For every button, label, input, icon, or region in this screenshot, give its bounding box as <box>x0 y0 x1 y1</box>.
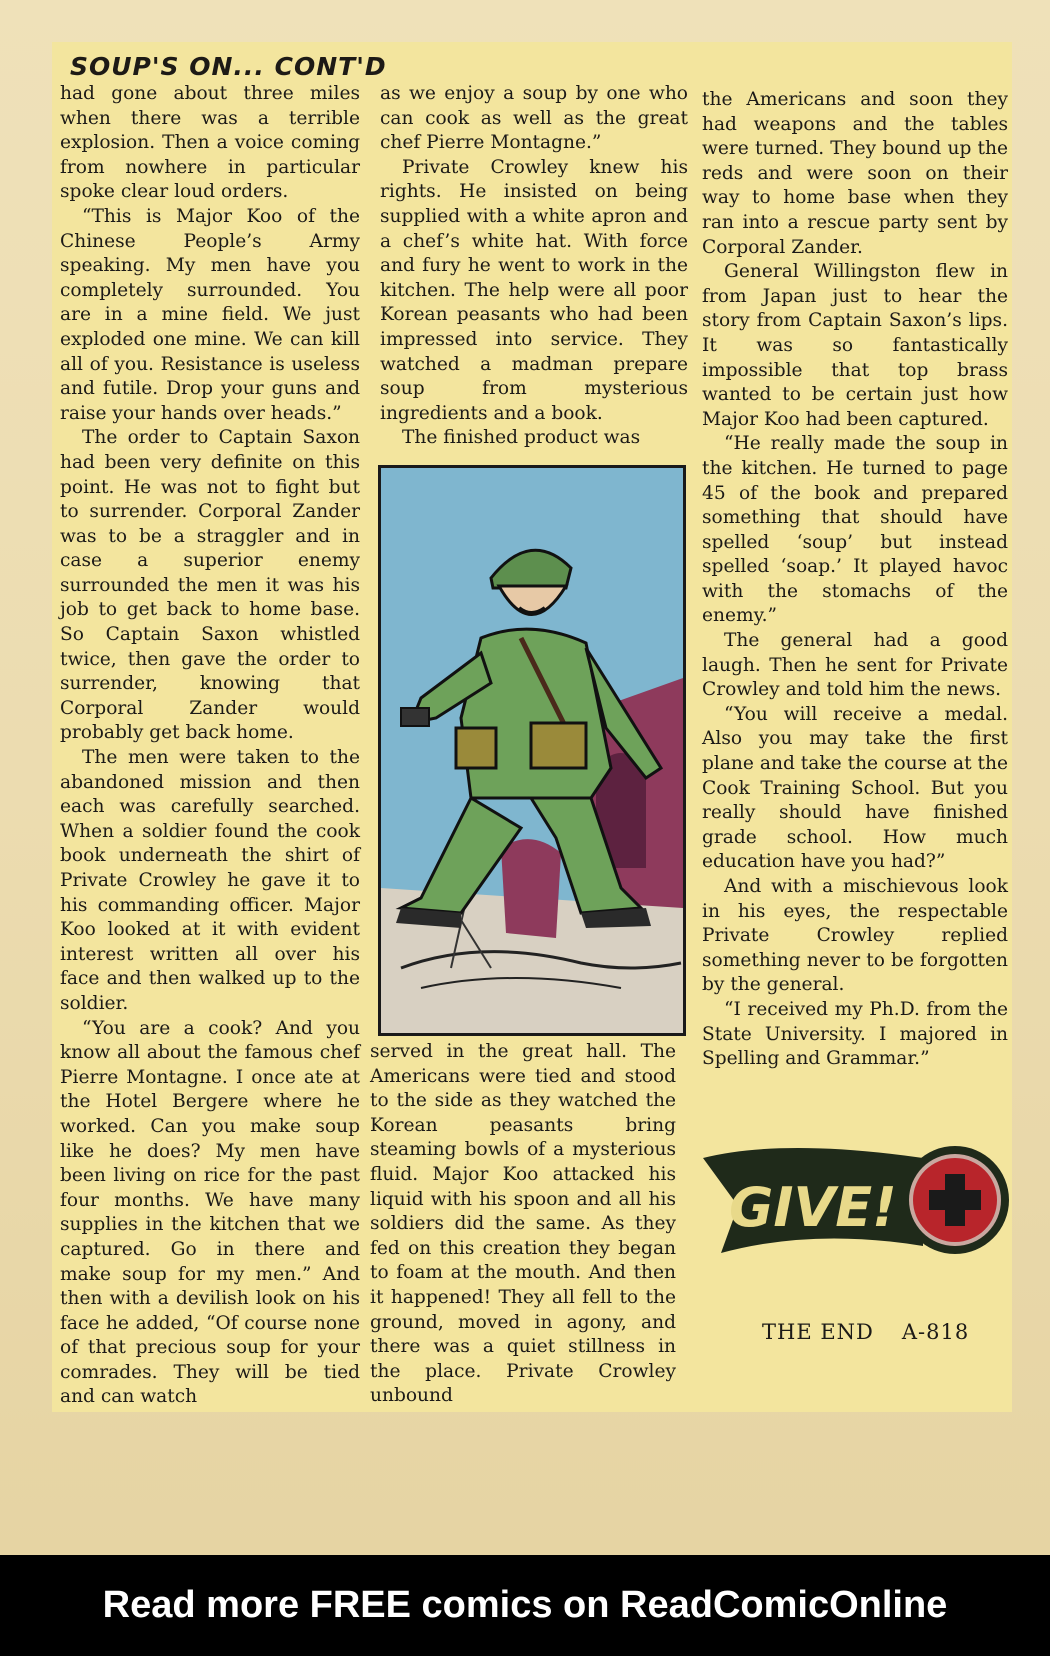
paragraph: The general had a good laugh. Then he sent for Private Crowley and told him the news. <box>702 630 1008 701</box>
paragraph: The finished product was <box>402 427 641 449</box>
paragraph: The men were taken to the abandoned mission and then each was carefully searched. When a soldier found the cook book underneath the shirt of Private Crowley he gave it to his commanding officer. Major Koo looked at it with evident interest written all over his face and then walked up to the soldier. <box>60 747 360 1014</box>
text-column-1 <box>60 82 360 1410</box>
paragraph: “I received my Ph.D. from the State University. I majored in Spelling and Grammar.” <box>702 998 1008 1070</box>
soldier-illustration <box>378 465 686 1036</box>
paragraph: the Americans and soon they had weapons and the tables were turned. They bound up the reds and were soon on their way to home base when they ran into a rescue party sent by Corporal Zander. <box>702 89 1008 258</box>
paragraph: The order to Captain Saxon had been very definite on this point. He was not to fight but to surrender. Corporal Zander was to be a straggler and in case a superior enemy surrounded the men it was his job to get back to home base. So Captain Saxon whistled twice, then gave the order to surrender, knowing that Corporal Zander would probably get back home. <box>60 427 360 744</box>
paragraph: served in the great hall. The Americans were tied and stood to the side as they watched the Korean peasants bring steaming bowls of a mysterious fluid. Major Koo attacked his liquid with his spoon and all his soldiers did the same. As they fed on this creation they began to foam at the mouth. And then it happened! They all fell to the ground, moved in agony, and there was a quiet stillness in the place. Private Crowley unbound <box>370 1041 676 1407</box>
text-column-2-top <box>380 82 688 451</box>
paragraph: “This is Major Koo of the Chinese People’s Army speaking. My men have you completely surrounded. You are in a mine field. We just exploded one mine. We can kill all of you. Resistance is useless and futile. Drop your guns and raise your hands over heads.” <box>60 205 360 424</box>
end-credits <box>762 1320 997 1344</box>
paragraph: “He really made the soup in the kitchen. He turned to page 45 of the book and prepared something that should have spelled ‘soup’ but instead spelled ‘soap.’ It played havoc with the stomachs of the enemy.” <box>702 433 1008 627</box>
paragraph: had gone about three miles when there was a terrible explosion. Then a voice coming from nowhere in particular spoke clear loud orders. <box>60 83 360 203</box>
story-code: A-818 <box>901 1320 970 1344</box>
text-column-2-bottom <box>370 1040 676 1409</box>
paragraph: General Willingston flew in from Japan just to hear the story from Captain Saxon’s lips. It was so fantastically impossible that top brass wanted to be certain just how Major Koo had been captured. <box>702 261 1008 430</box>
paragraph: “You are a cook? And you know all about the famous chef Pierre Montagne. I once ate at the Hotel Bergere where he worked. Can you make soup like he does? My men have been living on rice for the past four months. We have many supplies in the kitchen that we captured. Go in there and make soup for my men.” And then with a devilish look on his face he added, “Of course none of that precious soup for your comrades. They will be tied and can watch <box>60 1017 360 1408</box>
paragraph: Private Crowley knew his rights. He insisted on being supplied with a white apron and a chef’s white hat. With force and fury he went to work in the kitchen. The help were all poor Korean peasants who had been impressed into service. They watched a madman prepare soup from mysterious ingredients and a book. <box>380 156 688 424</box>
paragraph: And with a mischievous look in his eyes, the respectable Private Crowley replied something never to be forgotten by the general. <box>702 876 1008 996</box>
give-label: GIVE! <box>729 1176 897 1239</box>
the-end-label: THE END <box>762 1320 874 1344</box>
give-red-cross-banner <box>693 1128 1013 1273</box>
paragraph: as we enjoy a soup by one who can cook as well as the great chef Pierre Montagne.” <box>380 83 688 154</box>
text-column-3 <box>702 88 1008 1072</box>
read-more-footer[interactable]: Read more FREE comics on ReadComicOnline <box>0 1555 1050 1656</box>
page-heading: SOUP'S ON... CONT'D <box>70 52 387 81</box>
paragraph: “You will receive a medal. Also you may take the first plane and take the course at the Cook Training School. But you really should have finished grade school. How much education have you had?” <box>702 703 1008 873</box>
